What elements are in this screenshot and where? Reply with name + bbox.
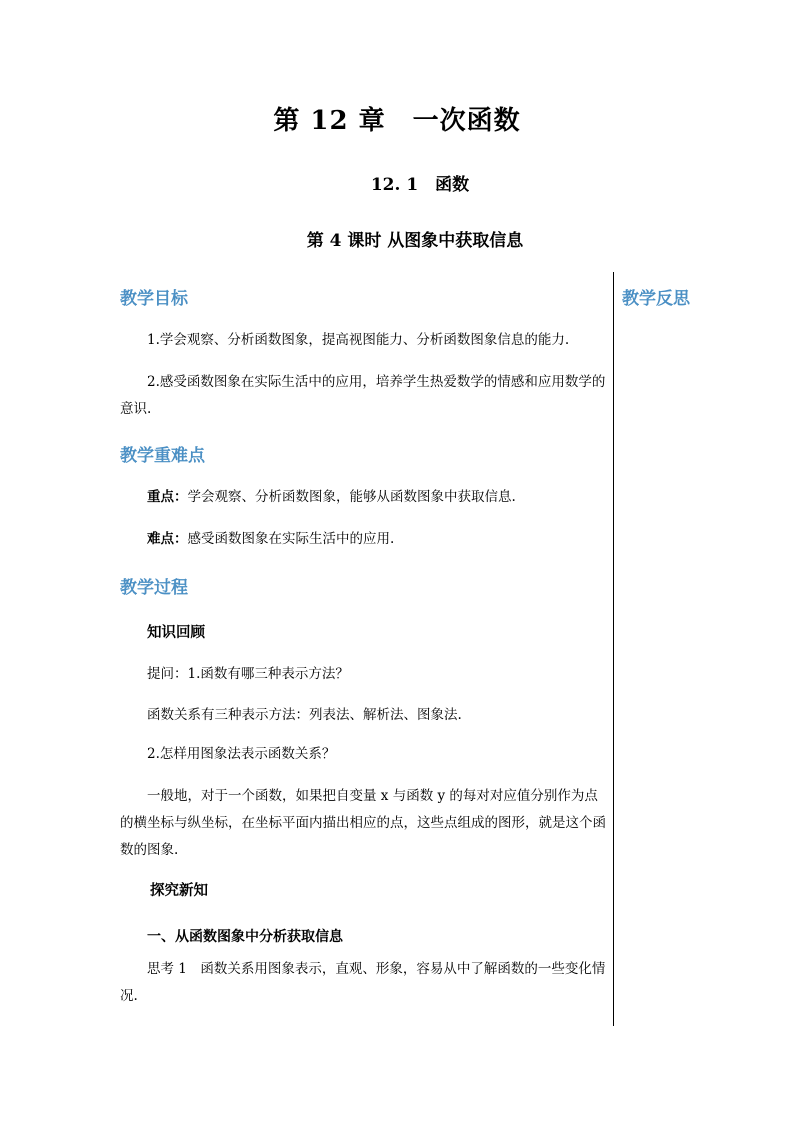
reflection-heading: 教学反思 [622,289,690,309]
objective-item-1: 1.学会观察、分析函数图象，提高视图能力、分析函数图象信息的能力. [147,332,570,348]
column-divider [613,272,614,1026]
key-points-heading: 教学重难点 [120,446,205,466]
difficulty-row [120,526,610,553]
objectives-heading: 教学目标 [120,289,188,309]
part1-heading: 一、从函数图象中分析获取信息 [147,929,343,945]
review-answer-1: 函数关系有三种表示方法：列表法、解析法、图象法. [147,707,462,723]
review-answer-2: 一般地，对于一个函数，如果把自变量 x 与函数 y 的每对对应值分别作为点的横坐标与纵坐标，在坐标平面内描出相应的点，这些点组成的图形，就是这个函数的图象. [120,788,606,858]
objective-item-2: 2.感受函数图象在实际生活中的应用，培养学生热爱数学的情感和应用数学的意识. [120,374,606,417]
key-point-row [120,484,610,511]
chapter-title: 第 12 章 一次函数 [273,106,521,136]
difficulty-text: 感受函数图象在实际生活中的应用. [187,531,395,547]
key-point-text: 学会观察、分析函数图象，能够从函数图象中获取信息. [187,489,516,505]
key-point-label: 重点： [147,489,188,505]
explore-heading: 探究新知 [150,882,208,899]
review-question-2: 2.怎样用图象法表示函数关系？ [147,746,336,762]
difficulty-label: 难点： [147,531,188,547]
review-heading: 知识回顾 [147,624,205,641]
review-question-1: 提问：1.函数有哪三种表示方法？ [147,666,349,682]
think-1: 思考 1 函数关系用图象表示，直观、形象，容易从中了解函数的一些变化情况. [120,961,606,1004]
lesson-title: 第 4 课时 从图象中获取信息 [306,231,524,251]
process-heading: 教学过程 [120,578,188,598]
section-title: 12. 1 函数 [370,175,470,195]
